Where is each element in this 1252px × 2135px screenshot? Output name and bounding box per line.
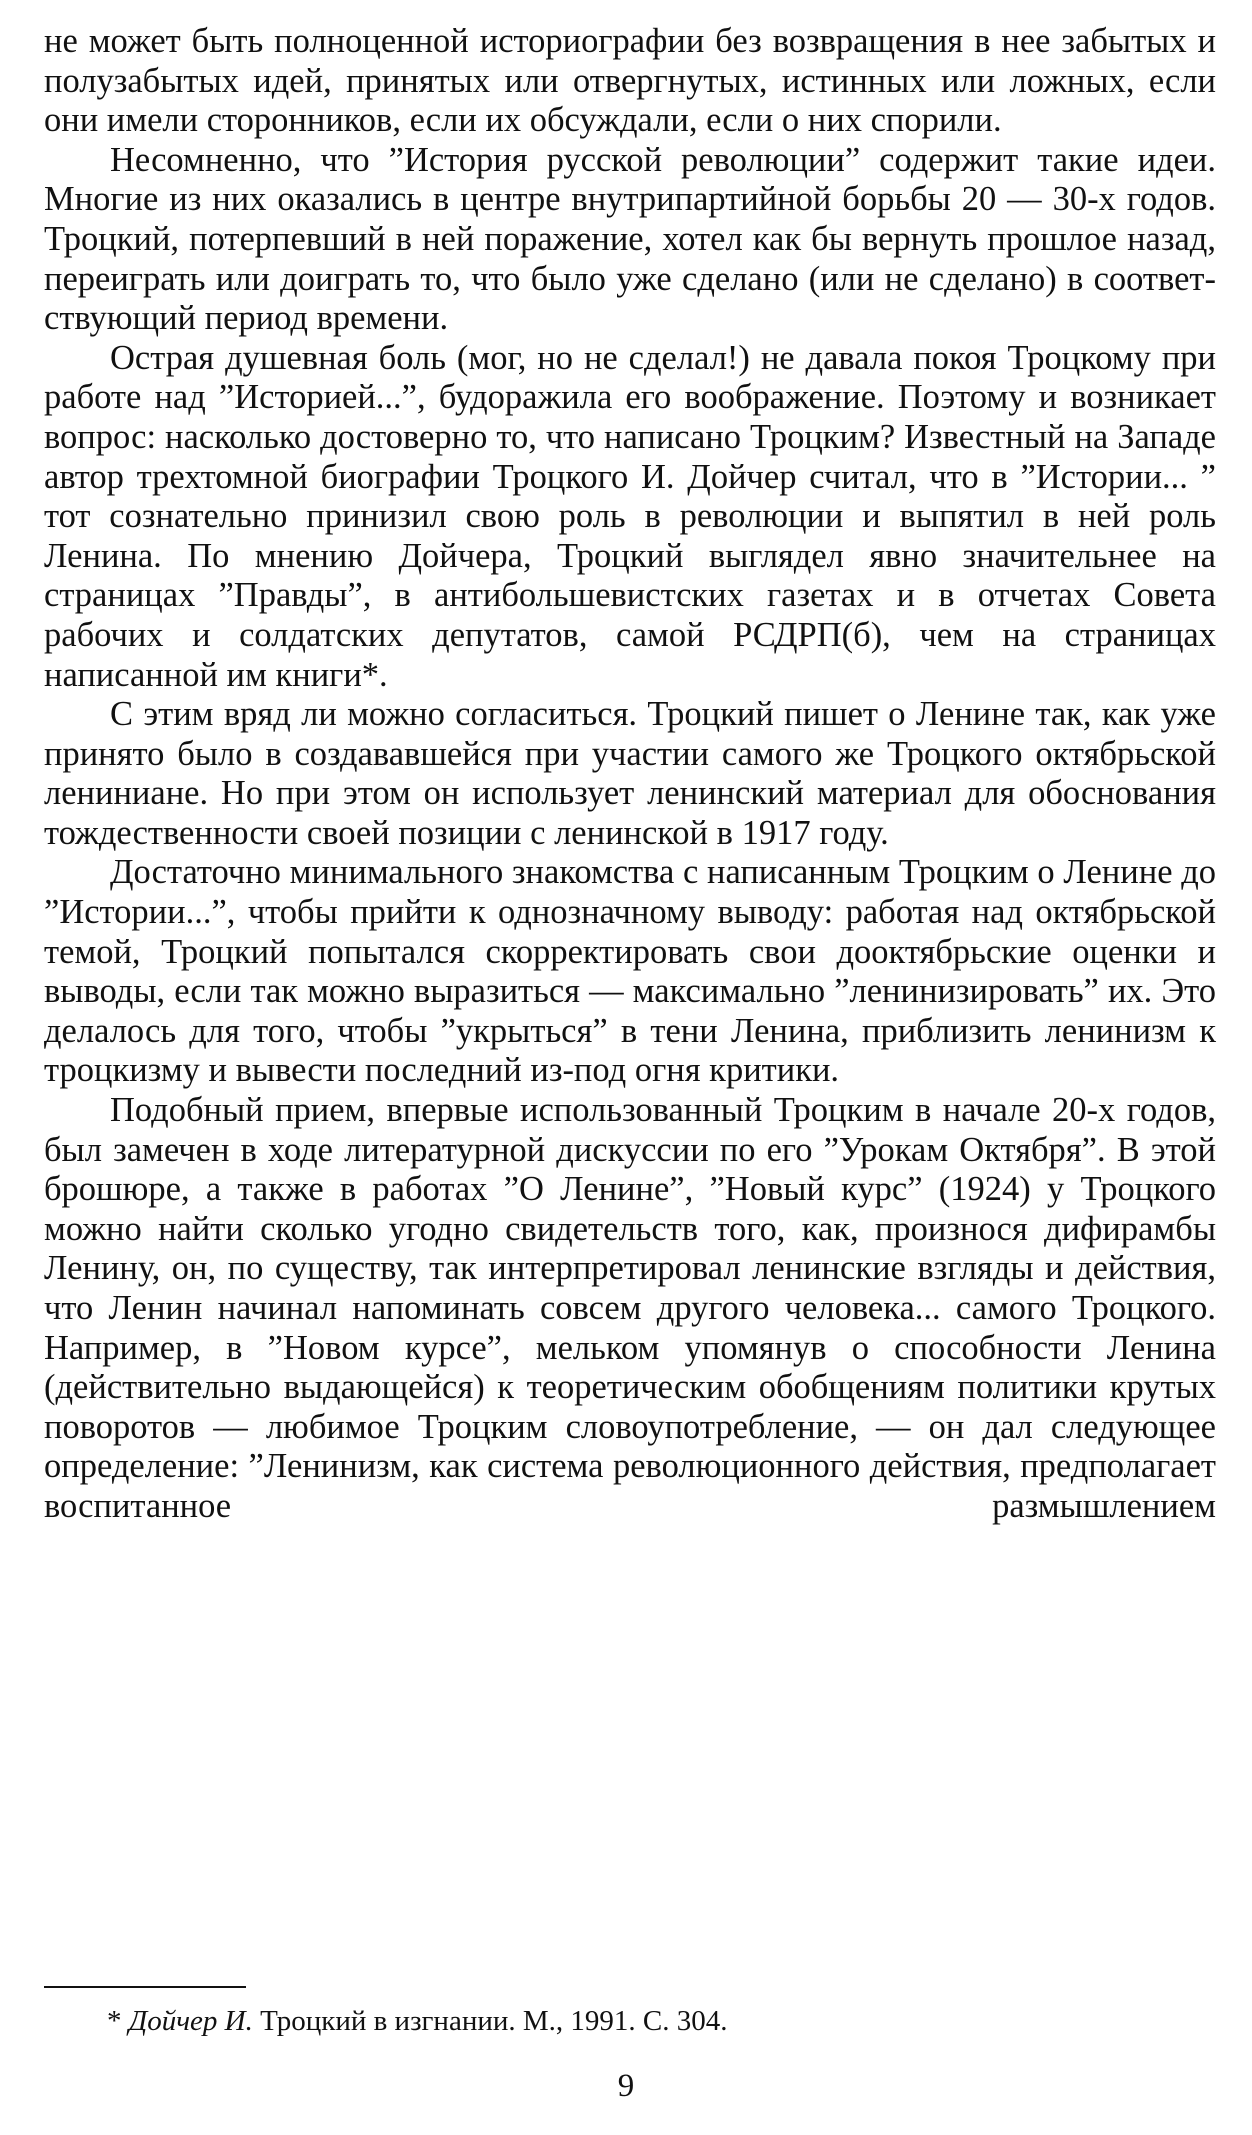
- footnote-author: Дойчер И.: [128, 2005, 253, 2037]
- footnote: [107, 2004, 728, 2038]
- page-number: 9: [617, 2068, 635, 2104]
- footnote-text: Троцкий в изгнании. М., 1991. С. 304.: [260, 2005, 728, 2037]
- paragraph-3: Острая душевная боль (мог, но не сделал!) не давала покоя Троцкому при работе над ”Историей...”, будоражила его воображение. Поэтому и возникает вопрос: насколько достоверно то, что написано Троцким? Известный на Западе автор трехтомной биографии Троцкого И. Дойчер считал, что в ”Истории... ” тот сознательно принизил свою роль в революции и выпятил в ней роль Ленина. По мнению Дойчера, Троцкий выглядел явно значительнее на страницах ”Правды”, в антибольшевистских газетах и в отчетах Совета рабочих и солдатских депутатов, самой РСДРП(б), чем на страницах написанной им книги*.: [44, 338, 1216, 694]
- page-body: [44, 22, 1216, 1527]
- footnote-marker: *: [107, 2005, 122, 2037]
- paragraph-2: Несомненно, что ”История русской революции” содержит такие идеи. Многие из них оказались в центре внутрипартийной борьбы 20 — 30-х годов. Троцкий, потерпевший в ней поражение, хотел как бы вернуть прошлое назад, переиграть или доиграть то, что было уже сделано (или не сделано) в соответствующий период времени.: [44, 140, 1216, 338]
- paragraph-6: Подобный прием, впервые использованный Троцким в начале 20-х годов, был замечен в ходе литературной дискуссии по его ”Урокам Октября”. В этой брошюре, а также в работах ”О Ленине”, ”Новый курс” (1924) у Троцкого можно найти сколько угодно свидетельств того, как, произнося дифирамбы Ленину, он, по существу, так интерпретировал ленинские взгляды и действия, что Ленин начинал напоминать совсем другого человека... самого Троцкого. Например, в ”Новом курсе”, мельком упомянув о способности Ленина (действительно выдающейся) к теоретическим обобщениям политики крутых поворотов — любимое Троцким словоупотребление, — он дал следующее определение: ”Ленинизм, как система революционного действия, предполагает воспитанное размышлением: [44, 1091, 1216, 1525]
- paragraph-5: Достаточно минимального знакомства с написанным Троцким о Ленине до ”Истории...”, чтобы прийти к однозначному выводу: работая над октябрьской темой, Троцкий попытался скорректировать свои дооктябрьские оценки и выводы, если так можно выразиться — максимально ”ленинизировать” их. Это делалось для того, чтобы ”укрыться” в тени Ленина, приблизить ленинизм к троцкизму и вывести последний из-под огня критики.: [44, 853, 1216, 1090]
- paragraph-4: С этим вряд ли можно согласиться. Троцкий пишет о Ленине так, как уже принято было в создававшейся при участии самого же Троцкого октябрьской лениниане. Но при этом он использует ленинский материал для обоснования тождественности своей позиции с ленинской в 1917 году.: [44, 695, 1216, 852]
- footnote-divider: [44, 1986, 246, 1988]
- paragraph-1: не может быть полноценной историографии без возвращения в нее забытых и полузабытых идей, принятых или отвергнутых, истинных или ложных, если они имели сторонников, если их обсуждали, если о них спорили.: [44, 22, 1216, 140]
